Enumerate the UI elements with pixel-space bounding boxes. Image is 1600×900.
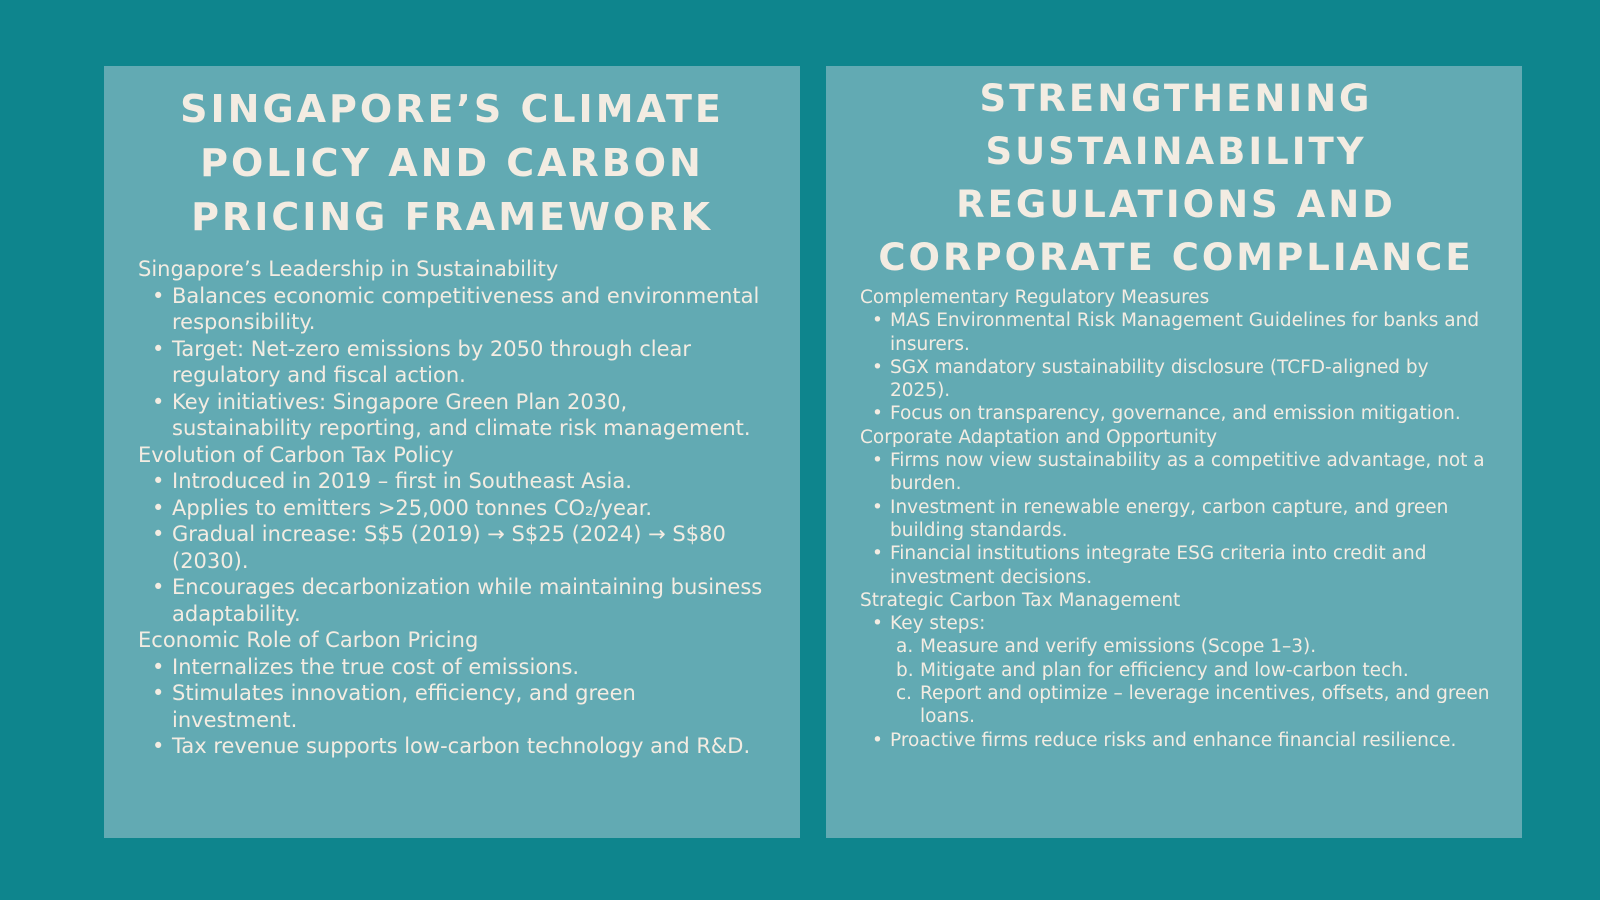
list-item: • Balances economic competitiveness and environmental responsibility. bbox=[138, 283, 766, 336]
step-item bbox=[890, 635, 1492, 658]
key-steps-label: Key steps: bbox=[890, 613, 986, 635]
steps-list bbox=[890, 635, 1492, 728]
list-item: • Proactive firms reduce risks and enhance financial resilience. bbox=[860, 729, 1492, 752]
list-item: • Financial institutions integrate ESG criteria into credit and investment decisions. bbox=[860, 542, 1492, 589]
step-text: Report and optimize – leverage incentives, offsets, and green loans. bbox=[920, 683, 1490, 728]
section-heading: Corporate Adaptation and Opportunity bbox=[860, 426, 1218, 448]
step-item bbox=[890, 682, 1492, 729]
step-item bbox=[890, 659, 1492, 682]
left-panel-title: SINGAPORE’S CLIMATE POLICY AND CARBON PRICING FRAMEWORK bbox=[180, 87, 724, 239]
list-item: • Stimulates innovation, efficiency, and green investment. bbox=[138, 680, 766, 733]
list-item: • Encourages decarbonization while maintaining business adaptability. bbox=[138, 574, 766, 627]
list-item: • MAS Environmental Risk Management Guidelines for banks and insurers. bbox=[860, 309, 1492, 356]
list-item: • Gradual increase: S$5 (2019) → S$25 (2024) → S$80 (2030). bbox=[138, 521, 766, 574]
section-heading: Evolution of Carbon Tax Policy bbox=[138, 442, 454, 467]
bullet-list bbox=[138, 654, 766, 760]
bullet-list bbox=[860, 449, 1492, 589]
step-text: Mitigate and plan for efficiency and low-carbon tech. bbox=[920, 659, 1409, 681]
section-heading: Singapore’s Leadership in Sustainability bbox=[138, 257, 559, 281]
bullet-list bbox=[138, 283, 766, 442]
left-panel bbox=[104, 66, 800, 838]
list-item: • Firms now view sustainability as a competitive advantage, not a burden. bbox=[860, 449, 1492, 496]
step-text: Measure and verify emissions (Scope 1–3). bbox=[920, 636, 1317, 658]
list-item: • Introduced in 2019 – first in Southeast Asia. bbox=[138, 468, 766, 495]
bullet-list bbox=[860, 612, 1492, 752]
list-item bbox=[860, 612, 1492, 728]
list-item: • Internalizes the true cost of emissions. bbox=[138, 654, 766, 681]
section-heading: Complementary Regulatory Measures bbox=[860, 287, 1210, 308]
list-item: • Investment in renewable energy, carbon capture, and green building standards. bbox=[860, 496, 1492, 543]
bullet-list bbox=[860, 309, 1492, 425]
list-item: • Applies to emitters >25,000 tonnes CO₂/year. bbox=[138, 495, 766, 522]
section-heading: Strategic Carbon Tax Management bbox=[860, 589, 1181, 611]
section-regulatory-measures bbox=[860, 286, 1492, 426]
list-item: • SGX mandatory sustainability disclosure (TCFD-aligned by 2025). bbox=[860, 356, 1492, 403]
step-marker: b. bbox=[896, 659, 914, 681]
section-carbon-tax-management bbox=[860, 589, 1492, 752]
right-panel bbox=[826, 66, 1522, 838]
section-leadership bbox=[138, 256, 766, 442]
bullet-list bbox=[138, 468, 766, 627]
step-marker: a. bbox=[896, 636, 914, 658]
section-carbon-tax-evolution bbox=[138, 442, 766, 628]
section-economic-role bbox=[138, 627, 766, 760]
list-item: • Tax revenue supports low-carbon technology and R&D. bbox=[138, 733, 766, 760]
list-item: • Target: Net-zero emissions by 2050 through clear regulatory and fiscal action. bbox=[138, 336, 766, 389]
section-heading: Economic Role of Carbon Pricing bbox=[138, 628, 479, 652]
list-item: • Key initiatives: Singapore Green Plan 2030, sustainability reporting, and climate risk management. bbox=[138, 389, 766, 442]
section-corporate-adaptation bbox=[860, 426, 1492, 589]
right-panel-title: STRENGTHENING SUSTAINABILITY REGULATIONS AND CORPORATE COMPLIANCE bbox=[878, 77, 1474, 279]
list-item: • Focus on transparency, governance, and emission mitigation. bbox=[860, 402, 1492, 425]
step-marker: c. bbox=[896, 683, 913, 705]
